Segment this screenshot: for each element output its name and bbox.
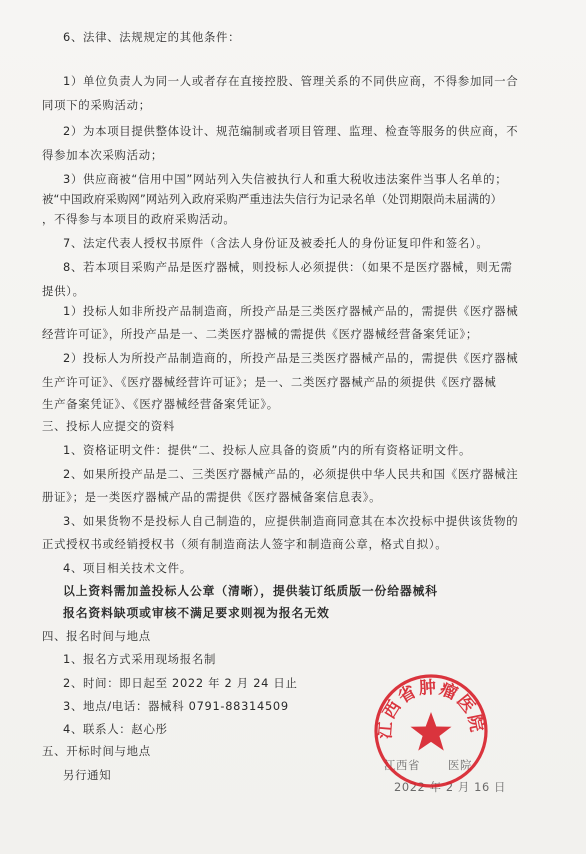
text-line: 3、如果货物不是投标人自己制造的，应提供制造商同意其在本次投标中提供该货物的: [63, 514, 519, 528]
text-line: 2）投标人为所投产品制造商的，所投产品是三类医疗器械产品的，需提供《医疗器械: [63, 351, 519, 365]
text-line: 6、法律、法规规定的其他条件：: [63, 30, 241, 44]
text-line: 1、报名方式采用现场报名制: [63, 652, 217, 666]
text-line: 得参加本次采购活动；: [42, 148, 163, 162]
text-line: 册证》；是一类医疗器械产品的需提供《医疗器械备案信息表》。: [42, 490, 382, 504]
text-line: 1）投标人如非所投产品制造商，所投产品是三类医疗器械产品的，需提供《医疗器械: [63, 304, 519, 318]
text-line: 8、若本项目采购产品是医疗器械，则投标人必须提供：（如果不是医疗器械，则无需: [63, 260, 513, 274]
signature-org: [384, 758, 472, 773]
section-heading: 三、投标人应提交的资料: [42, 419, 175, 433]
text-line: 3）供应商被“信用中国”网站列入失信被执行人和重大税收违法案件当事人名单的；: [63, 172, 508, 186]
notice-bold-line: 以上资料需加盖投标人公章（清晰），提供装订纸质版一份给器械科: [63, 584, 439, 598]
svg-text:江西省肿瘤医院: [375, 677, 487, 740]
text-line: ，不得参与本项目的政府采购活动。: [42, 212, 236, 226]
text-line: 另行通知: [63, 768, 112, 782]
text-line: 生产许可证》、《医疗器械经营许可证》；是一、二类医疗器械产品的须提供《医疗器械: [42, 375, 497, 389]
text-line: 4、联系人：赵心彤: [63, 722, 168, 736]
text-line: 7、法定代表人授权书原件（含法人身份证及被委托人的身份证复印件和签名）。: [63, 236, 489, 250]
text-line: 被“中国政府采购网”网站列入政府采购严重违法失信行为记录名单（处罚期限尚未届满的）: [42, 192, 503, 206]
text-line: 1）单位负责人为同一人或者存在直接控股、管理关系的不同供应商，不得参加同一合: [63, 74, 519, 88]
text-line: 1、资格证明文件：提供“二、投标人应具备的资质”内的所有资格证明文件。: [63, 443, 472, 457]
text-line: 生产备案凭证》、《医疗器械经营备案凭证》。: [42, 397, 279, 411]
seal-text: 江西省肿瘤医院: [375, 677, 487, 740]
signature-org-head: 江西省: [384, 758, 420, 772]
text-line: 2）为本项目提供整体设计、规范编制或者项目管理、监理、检查等服务的供应商，不: [63, 124, 519, 138]
text-line: 2、如果所投产品是二、三类医疗器械产品的，必须提供中华人民共和国《医疗器械注: [63, 467, 519, 481]
text-line: 同项下的采购活动；: [42, 98, 151, 112]
text-line: 提供）。: [42, 284, 85, 298]
section-heading: 四、报名时间与地点: [42, 629, 151, 643]
seal-star-icon: [411, 712, 452, 751]
signature-org-tail: 医院: [447, 758, 472, 772]
text-line: 经营许可证》，所投产品是一、二类医疗器械的需提供《医疗器械经营备案凭证》；: [42, 327, 478, 341]
text-line: 2、时间：即日起至 2022 年 2 月 24 日止: [63, 676, 298, 690]
text-line: 3、地点/电话：器械科 0791-88314509: [63, 699, 289, 713]
notice-bold-line: 报名资料缺项或审核不满足要求则视为报名无效: [63, 606, 330, 620]
text-line: 正式授权书或经销授权书（须有制造商法人签字和制造商公章，格式自拟）。: [42, 537, 448, 551]
section-heading: 五、开标时间与地点: [42, 744, 151, 758]
signature-date: 2022 年 2 月 16 日: [394, 780, 507, 794]
text-line: 4、项目相关技术文件。: [63, 561, 192, 575]
